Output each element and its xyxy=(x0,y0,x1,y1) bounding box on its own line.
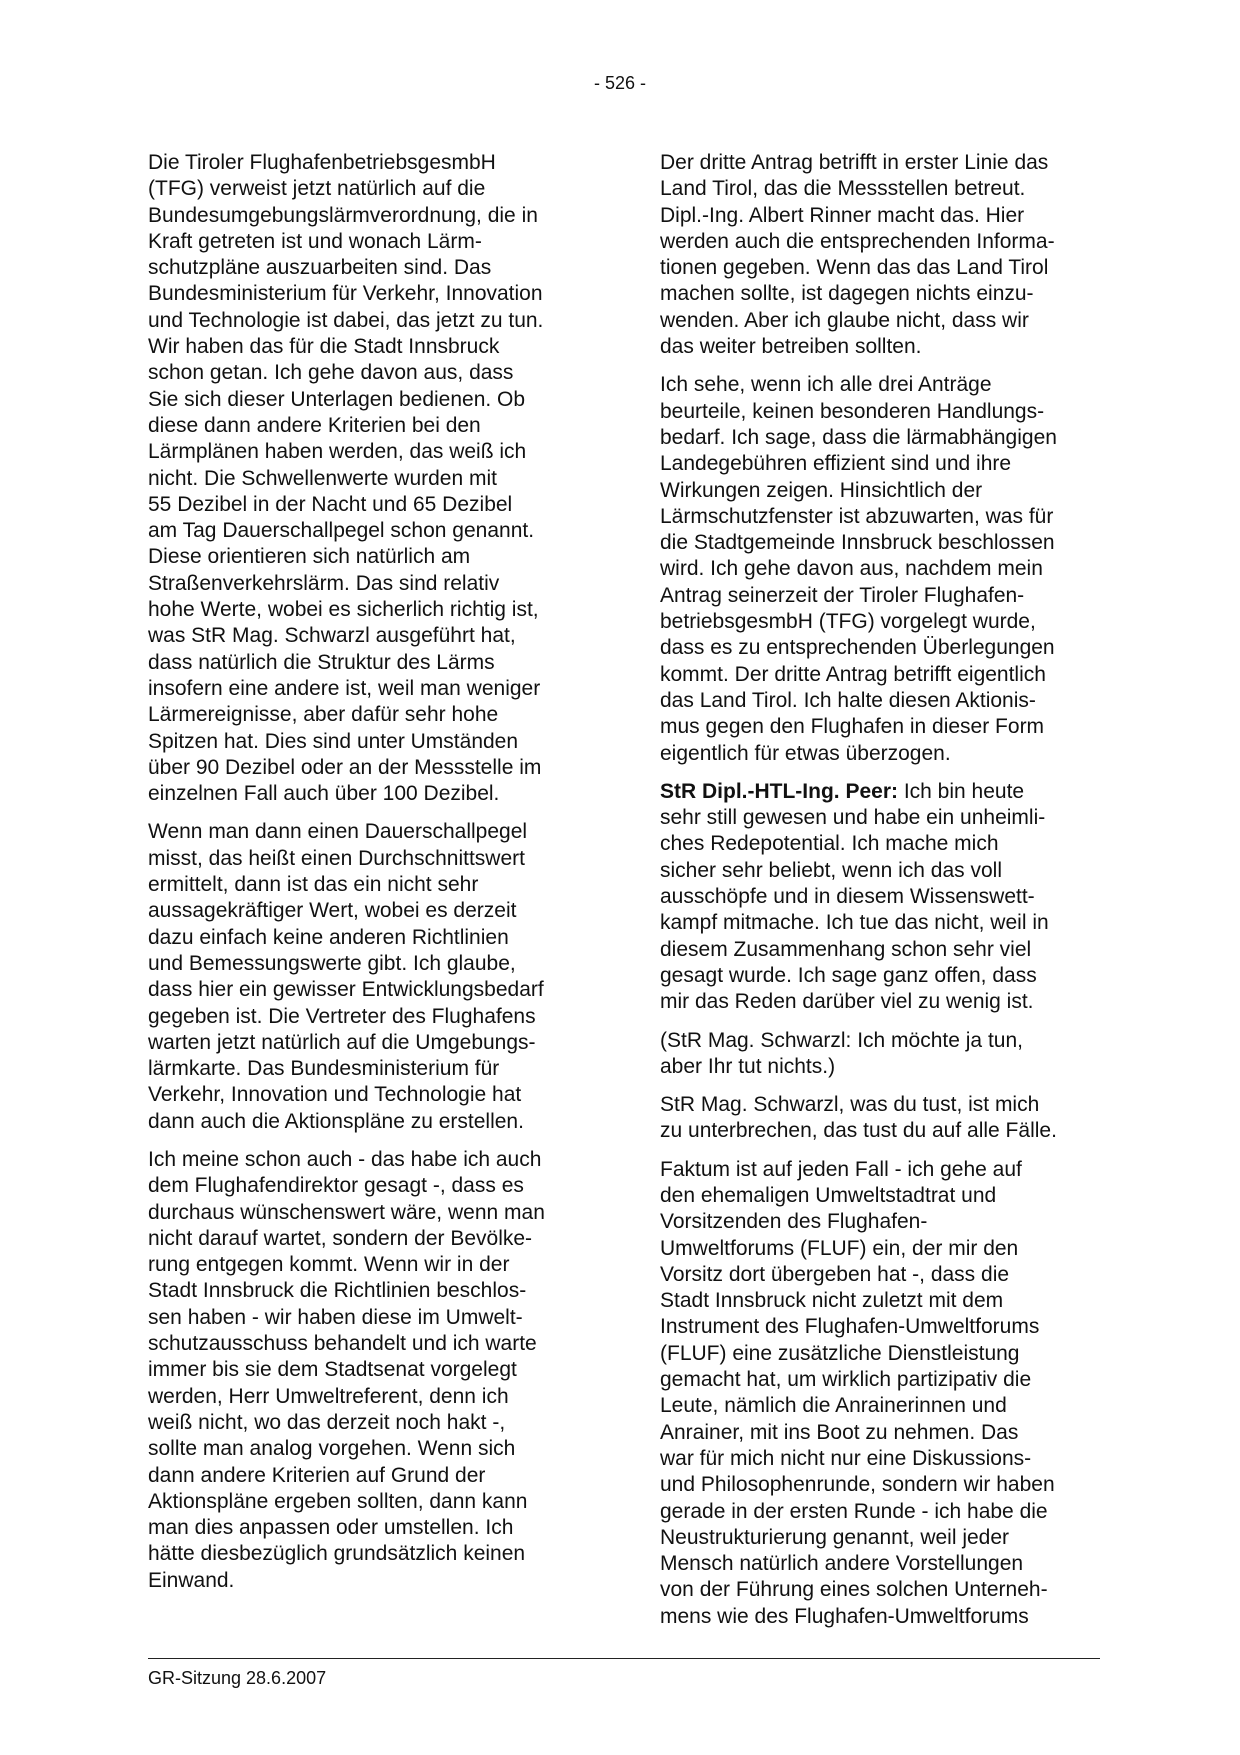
text-line: machen sollte, ist dagegen nichts einzu- xyxy=(660,282,1034,306)
page-number: - 526 - xyxy=(593,73,647,93)
text-line: Anrainer, mit ins Boot zu nehmen. Das xyxy=(660,1420,1019,1444)
text-line: (StR Mag. Schwarzl: Ich möchte ja tun, xyxy=(660,1028,1023,1052)
text-line: kampf mitmache. Ich tue das nicht, weil in xyxy=(660,911,1049,935)
paragraph xyxy=(148,819,586,1135)
text-line: werden auch die entsprechenden Informa- xyxy=(660,229,1055,253)
text-line: dann andere Kriterien auf Grund der xyxy=(148,1463,486,1487)
text-line: Mensch natürlich andere Vorstellungen xyxy=(660,1552,1024,1576)
text-line: Lärmereignisse, aber dafür sehr hohe xyxy=(148,703,499,727)
text-line: Leute, nämlich die Anrainerinnen und xyxy=(660,1394,1007,1418)
text-line: ches Redepotential. Ich mache mich xyxy=(660,832,999,856)
text-line: gerade in der ersten Runde - ich habe die xyxy=(660,1499,1048,1523)
text-line: Wenn man dann einen Dauerschallpegel xyxy=(148,820,528,844)
text-line: ausschöpfe und in diesem Wissenswett- xyxy=(660,885,1035,909)
text-line: eigentlich für etwas überzogen. xyxy=(660,741,951,765)
text-line: Die Tiroler FlughafenbetriebsgesmbH xyxy=(148,151,496,174)
text-line: über 90 Dezibel oder an der Messstelle im xyxy=(148,755,542,779)
text-line: (TFG) verweist jetzt natürlich auf die xyxy=(148,177,486,201)
text-line: Land Tirol, das die Messstellen betreut. xyxy=(660,177,1026,201)
text-line: insofern eine andere ist, weil man weniger xyxy=(148,676,541,700)
text-line: sehr still gewesen und habe ein unheimli- xyxy=(660,806,1046,830)
text-line: am Tag Dauerschallpegel schon genannt. xyxy=(148,519,535,543)
text-line: StR Mag. Schwarzl, was du tust, ist mich xyxy=(660,1093,1040,1117)
paragraph xyxy=(660,779,1100,1016)
left-column xyxy=(148,150,586,1606)
text-line: Stadt Innsbruck die Richtlinien beschlos- xyxy=(148,1279,527,1303)
text-line: misst, das heißt einen Durchschnittswert xyxy=(148,846,525,870)
paragraph xyxy=(660,1092,1100,1145)
text-line: Einwand. xyxy=(148,1568,235,1592)
text-line: und Technologie ist dabei, das jetzt zu tun. xyxy=(148,308,544,332)
text-line: zu unterbrechen, das tust du auf alle Fälle. xyxy=(660,1119,1057,1143)
text-line: das weiter betreiben sollten. xyxy=(660,335,922,359)
text-line: dazu einfach keine anderen Richtlinien xyxy=(148,925,509,949)
text-line: dann auch die Aktionspläne zu erstellen. xyxy=(148,1109,524,1133)
text-line: 55 Dezibel in der Nacht und 65 Dezibel xyxy=(148,492,513,516)
text-line: Kraft getreten ist und wonach Lärm- xyxy=(148,229,482,253)
text-line: dass es zu entsprechenden Überlegungen xyxy=(660,636,1055,660)
text-line: schutzpläne auszuarbeiten sind. Das xyxy=(148,256,492,280)
text-line: mir das Reden darüber viel zu wenig ist. xyxy=(660,990,1034,1014)
text-line: immer bis sie dem Stadtsenat vorgelegt xyxy=(148,1358,517,1382)
text-line: dem Flughafendirektor gesagt -, dass es xyxy=(148,1174,524,1198)
text-line: ermittelt, dann ist das ein nicht sehr xyxy=(148,873,479,897)
text-line: mus gegen den Flughafen in dieser Form xyxy=(660,715,1045,739)
text-line: Aktionspläne ergeben sollten, dann kann xyxy=(148,1489,528,1513)
text-line: den ehemaligen Umweltstadtrat und xyxy=(660,1183,997,1207)
text-line: Sie sich dieser Unterlagen bedienen. Ob xyxy=(148,387,526,411)
text-line: gesagt wurde. Ich sage ganz offen, dass xyxy=(660,963,1037,987)
text-line: Wirkungen zeigen. Hinsichtlich der xyxy=(660,478,983,502)
text-line: Straßenverkehrslärm. Das sind relativ xyxy=(148,571,500,595)
text-line: Landegebühren effizient sind und ihre xyxy=(660,452,1012,476)
text-line: kommt. Der dritte Antrag betrifft eigentlich xyxy=(660,662,1046,686)
text-line: sen haben - wir haben diese im Umwelt- xyxy=(148,1305,523,1329)
text-line: dass natürlich die Struktur des Lärms xyxy=(148,650,495,674)
text-line: Bundesministerium für Verkehr, Innovation xyxy=(148,282,543,306)
text-line: beurteile, keinen besonderen Handlungs- xyxy=(660,399,1045,423)
text-line: aussagekräftiger Wert, wobei es derzeit xyxy=(148,899,517,923)
text-line: schon getan. Ich gehe davon aus, dass xyxy=(148,361,514,385)
text-line: diesem Zusammenhang schon sehr viel xyxy=(660,937,1032,961)
text-line: Lärmplänen haben werden, das weiß ich xyxy=(148,440,527,464)
text-line: Vorsitzenden des Flughafen- xyxy=(660,1210,928,1234)
text-line: betriebsgesmbH (TFG) vorgelegt wurde, xyxy=(660,610,1036,634)
paragraph xyxy=(660,372,1100,766)
text-line: werden, Herr Umweltreferent, denn ich xyxy=(148,1384,509,1408)
text-line: Ich sehe, wenn ich alle drei Anträge xyxy=(660,373,992,397)
text-line: Bundesumgebungslärmverordnung, die in xyxy=(148,203,538,227)
text-line: wenden. Aber ich glaube nicht, dass wir xyxy=(660,308,1029,332)
text-line: Wir haben das für die Stadt Innsbruck xyxy=(148,335,500,359)
text-line: aber Ihr tut nichts.) xyxy=(660,1054,836,1078)
text-line: wird. Ich gehe davon aus, nachdem mein xyxy=(660,557,1043,581)
text-line: war für mich nicht nur eine Diskussions- xyxy=(660,1446,1032,1470)
speaker-name: StR Dipl.-HTL-Ing. Peer: xyxy=(660,779,898,803)
text-line: Lärmschutzfenster ist abzuwarten, was für xyxy=(660,504,1054,528)
text-line: man dies anpassen oder umstellen. Ich xyxy=(148,1516,514,1540)
text-line: Faktum ist auf jeden Fall - ich gehe auf xyxy=(660,1157,1022,1181)
text-line: und Philosophenrunde, sondern wir haben xyxy=(660,1473,1055,1497)
text-line: gemacht hat, um wirklich partizipativ die xyxy=(660,1368,1032,1392)
text-line: schutzausschuss behandelt und ich warte xyxy=(148,1332,537,1356)
text-line: gegeben ist. Die Vertreter des Flughafens xyxy=(148,1004,536,1028)
text-line: Instrument des Flughafen-Umweltforums xyxy=(660,1315,1040,1339)
text-line: sicher sehr beliebt, wenn ich das voll xyxy=(660,858,1003,882)
text-line: diese dann andere Kriterien bei den xyxy=(148,413,481,437)
paragraph xyxy=(148,150,586,807)
text-line: mens wie des Flughafen-Umweltforums xyxy=(660,1604,1029,1628)
text-line: Diese orientieren sich natürlich am xyxy=(148,545,471,569)
text-line: Antrag seinerzeit der Tiroler Flughafen- xyxy=(660,583,1025,607)
text-line: hohe Werte, wobei es sicherlich richtig ist, xyxy=(148,598,539,622)
text-line: die Stadtgemeinde Innsbruck beschlossen xyxy=(660,531,1055,555)
speech-start: Ich bin heute xyxy=(898,779,1025,803)
text-line: Neustrukturierung genannt, weil jeder xyxy=(660,1525,1010,1549)
text-line: dass hier ein gewisser Entwicklungsbedarf xyxy=(148,978,544,1002)
text-line: Stadt Innsbruck nicht zuletzt mit dem xyxy=(660,1289,1004,1313)
paragraph xyxy=(660,1157,1100,1630)
text-line: Vorsitz dort übergeben hat -, dass die xyxy=(660,1262,1010,1286)
text-line: durchaus wünschenswert wäre, wenn man xyxy=(148,1200,545,1224)
text-line: nicht. Die Schwellenwerte wurden mit xyxy=(148,466,497,490)
text-line: sollte man analog vorgehen. Wenn sich xyxy=(148,1437,516,1461)
text-line: (FLUF) eine zusätzliche Dienstleistung xyxy=(660,1341,1020,1365)
text-line: tionen gegeben. Wenn das das Land Tirol xyxy=(660,256,1049,280)
text-line: Spitzen hat. Dies sind unter Umständen xyxy=(148,729,519,753)
text-line: nicht darauf wartet, sondern der Bevölke- xyxy=(148,1226,533,1250)
paragraph xyxy=(660,150,1100,360)
text-line: warten jetzt natürlich auf die Umgebungs- xyxy=(148,1030,536,1054)
text-line: was StR Mag. Schwarzl ausgeführt hat, xyxy=(148,624,516,648)
right-column xyxy=(660,150,1100,1642)
text-line xyxy=(660,779,1100,805)
text-line: Ich meine schon auch - das habe ich auch xyxy=(148,1147,542,1171)
text-line: Der dritte Antrag betrifft in erster Linie das xyxy=(660,151,1049,174)
text-line: und Bemessungswerte gibt. Ich glaube, xyxy=(148,951,516,975)
text-line: Dipl.-Ing. Albert Rinner macht das. Hier xyxy=(660,203,1025,227)
footer-divider xyxy=(148,1658,1100,1659)
text-line: lärmkarte. Das Bundesministerium für xyxy=(148,1057,500,1081)
text-line: bedarf. Ich sage, dass die lärmabhängigen xyxy=(660,425,1057,449)
text-line: rung entgegen kommt. Wenn wir in der xyxy=(148,1253,510,1277)
text-line: Verkehr, Innovation und Technologie hat xyxy=(148,1083,522,1107)
text-line: Umweltforums (FLUF) ein, der mir den xyxy=(660,1236,1019,1260)
paragraph xyxy=(148,1147,586,1594)
text-line: von der Führung eines solchen Unterneh- xyxy=(660,1578,1048,1602)
text-line: einzelnen Fall auch über 100 Dezibel. xyxy=(148,782,500,806)
text-line: weiß nicht, wo das derzeit noch hakt -, xyxy=(148,1410,506,1434)
text-line: das Land Tirol. Ich halte diesen Aktionis- xyxy=(660,688,1036,712)
interjection xyxy=(660,1028,1100,1081)
text-line: hätte diesbezüglich grundsätzlich keinen xyxy=(148,1542,526,1566)
footer-session-date: GR-Sitzung 28.6.2007 xyxy=(148,1668,327,1688)
